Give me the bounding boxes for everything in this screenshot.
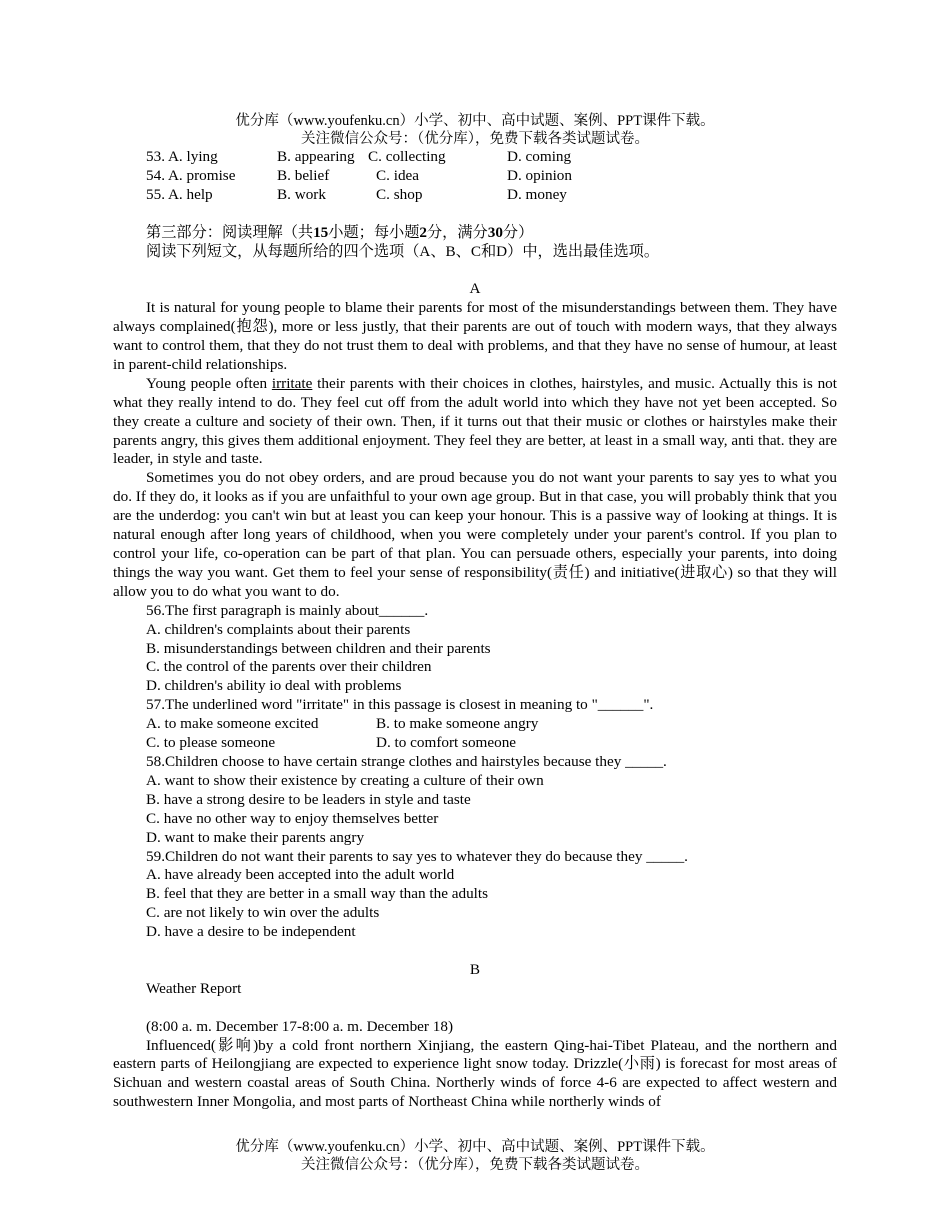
option-d: D. opinion [507, 166, 572, 184]
option-b: B. appearing [277, 148, 355, 165]
option-a: A. have already been accepted into the adult world [146, 866, 455, 884]
footer-line-2: 关注微信公众号：（优分库），免费下载各类试题试卷。 [301, 1157, 649, 1173]
part3-instruction: 阅读下列短文，从每题所给的四个选项（A、B、C和D）中，选出最佳选项。 [146, 242, 660, 260]
option-row-55 [113, 186, 837, 205]
option-b: B. misunderstandings between children and their parents [146, 639, 491, 657]
option-d: D. have a desire to be independent [146, 923, 356, 941]
cloze-options [113, 148, 837, 205]
question-57 [113, 696, 837, 753]
part3-title: 第三部分：阅读理解（共15小题；每小题2分，满分30分） [146, 223, 534, 241]
question-stem: 58.Children choose to have certain strange clothes and hairstyles because they _____. [146, 752, 667, 770]
passage-b-label: B [469, 960, 481, 978]
footer-line-1: 优分库（www.youfenku.cn）小学、初中、高中试题、案例、PPT课件下载。 [235, 1139, 715, 1155]
passage-b-title: Weather Report [146, 979, 242, 997]
option-c: C. the control of the parents over their children [146, 658, 432, 676]
header-line-2: 关注微信公众号：（优分库），免费下载各类试题试卷。 [301, 131, 649, 147]
option-a: A. children's complaints about their parents [146, 620, 411, 638]
page-header [0, 112, 950, 148]
option-row-54 [113, 167, 837, 186]
passage-a-paragraph-3: Sometimes you do not obey orders, and are proud because you do not want your parents to say yes to what you do. If they do, it looks as if you are unfaithful to your own age group. But in that case, you will probably think that you are the underdog: you can't win but at least you can keep your honour. This is a passive way of looking at things. It is natural enough after long years of childhood, when you were completely under your parent's control. If you plan to control your life, co-operation can be part of that plan. You can persuade others, especially your parents, into doing things the way you want. Get them to feel your sense of responsibility(责任) and initiative(进取心) so that they will allow you to do what you want to do. [113, 469, 837, 600]
question-stem: 57.The underlined word "irritate" in this passage is closest in meaning to "______". [146, 696, 654, 714]
option-c: C. to please someone [146, 734, 276, 752]
option-c: C. shop [376, 185, 423, 203]
header-line-1: 优分库（www.youfenku.cn）小学、初中、高中试题、案例、PPT课件下载。 [235, 113, 715, 129]
option-c: C. have no other way to enjoy themselves better [146, 809, 439, 827]
option-b: B. to make someone angry [376, 715, 539, 733]
option-c: C. are not likely to win over the adults [146, 904, 380, 922]
option-d: D. coming [507, 148, 572, 165]
option-c: C. idea [376, 166, 420, 184]
passage-a-paragraph-2: Young people often irritate their parents with their choices in clothes, hairstyles, and music. Actually this is not what they really intend to do. They feel cut off from the adult world into which they have not yet been accepted. So they create a culture and society of their own. Then, if it turns out that their music or clothes or hairstyles make their parents angry, this gives them additional enjoyment. They feel they are better, at least in a small way, anti that. they are leader, in style and taste. [113, 374, 837, 468]
option-a: A. want to show their existence by creating a culture of their own [146, 771, 544, 789]
option-b: B. feel that they are better in a small way than the adults [146, 885, 489, 903]
question-stem: 59.Children do not want their parents to say yes to whatever they do because they _____. [146, 847, 688, 865]
passage-b-paragraph-1: Influenced(影响)by a cold front northern Xinjiang, the eastern Qing-hai-Tibet Plateau, and the northern and eastern parts of Heilongjiang are expected to experience light snow today. Drizzle(小雨) is forecast for most areas of Sichuan and western coastal areas of South China. Northerly winds of force 4-6 are expected to affect western and southwestern Inner Mongolia, and most parts of Northeast China while northerly winds of [113, 1036, 837, 1111]
option-a: 53. A. lying [146, 148, 218, 165]
question-stem: 56.The first paragraph is mainly about______. [146, 601, 429, 619]
option-b: B. belief [277, 166, 330, 184]
option-a: 54. A. promise [146, 166, 236, 184]
option-d: D. money [507, 185, 567, 203]
document-body [113, 148, 837, 1112]
question-59 [113, 848, 837, 943]
option-d: D. to comfort someone [376, 734, 517, 752]
passage-a-paragraph-1: It is natural for young people to blame their parents for most of the misunderstandings between them. They have always complained(抱怨), more or less justly, that their parents are out of touch with modern ways, that they always want to control them, that they do not trust them to deal with problems, and that they have no sense of humour, at least in parent-child relationships. [113, 299, 837, 373]
option-a: A. to make someone excited [146, 715, 319, 733]
option-b: B. work [277, 185, 326, 203]
option-d: D. children's ability io deal with problems [146, 677, 402, 695]
passage-b-time: (8:00 a. m. December 17-8:00 a. m. December 18) [146, 1017, 454, 1035]
option-a: 55. A. help [146, 185, 213, 203]
question-56 [113, 602, 837, 697]
page-footer [0, 1138, 950, 1174]
question-58 [113, 753, 837, 848]
option-row-53 [113, 148, 837, 167]
underlined-word: irritate [271, 374, 313, 392]
option-d: D. want to make their parents angry [146, 828, 365, 846]
passage-a-label: A [469, 280, 481, 298]
option-b: B. have a strong desire to be leaders in style and taste [146, 790, 471, 808]
option-c: C. collecting [368, 148, 446, 165]
